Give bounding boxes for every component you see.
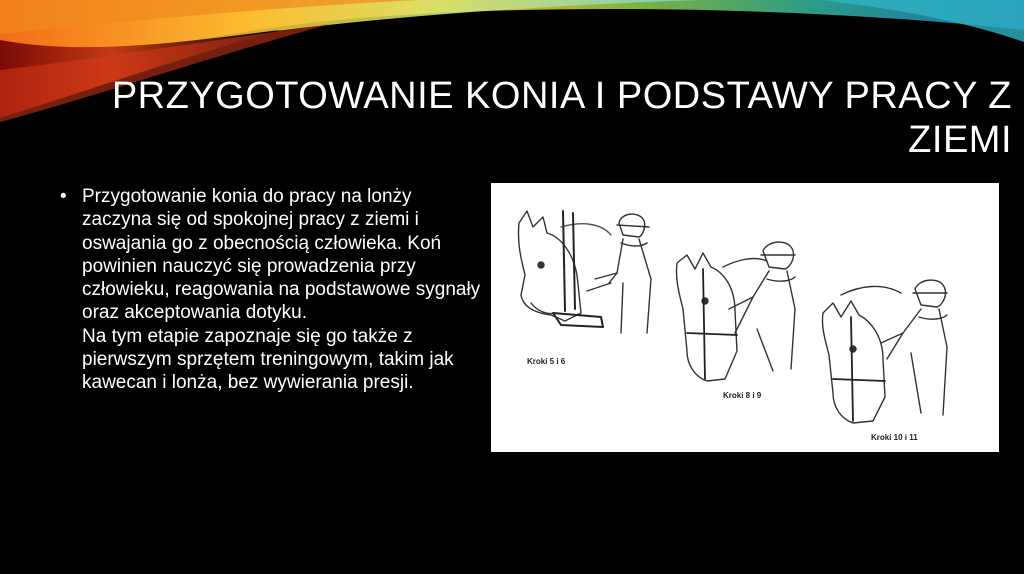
slide-title-line-1: PRZYGOTOWANIE KONIA I PODSTAWY PRACY Z (111, 75, 1012, 117)
illustration-figure (491, 183, 999, 452)
bullet-marker: • (60, 186, 67, 207)
slide-title (100, 74, 1012, 162)
sketch-person-3 (881, 280, 947, 415)
bullet-paragraph-1: Przygotowanie konia do pracy na lonży zaczyna się od spokojnej pracy z ziemi i oswajania go z obecnością człowieka. Koń powinien nauczyć się prowadzenia przy człowieku, reagowania na podstawowe sygnały oraz akceptowania dotyku. (82, 186, 481, 324)
horse-handling-sketches (491, 183, 999, 452)
bullet-item (82, 185, 482, 395)
slide-title-line-2: ZIEMI (908, 119, 1012, 161)
caption-steps-5-6: Kroki 5 i 6 (527, 357, 566, 366)
sketch-horse-2 (676, 253, 767, 381)
bullet-paragraph-2: Na tym etapie zapoznaje się go także z pierwszym sprzętem treningowym, takim jak kawecan i lonża, bez wywierania presji. (82, 325, 454, 394)
sketch-person-1 (587, 214, 651, 333)
caption-steps-8-9: Kroki 8 i 9 (723, 391, 762, 400)
caption-steps-10-11: Kroki 10 i 11 (871, 433, 918, 442)
sketch-horse-1 (518, 211, 611, 327)
sketch-person-2 (729, 242, 795, 371)
